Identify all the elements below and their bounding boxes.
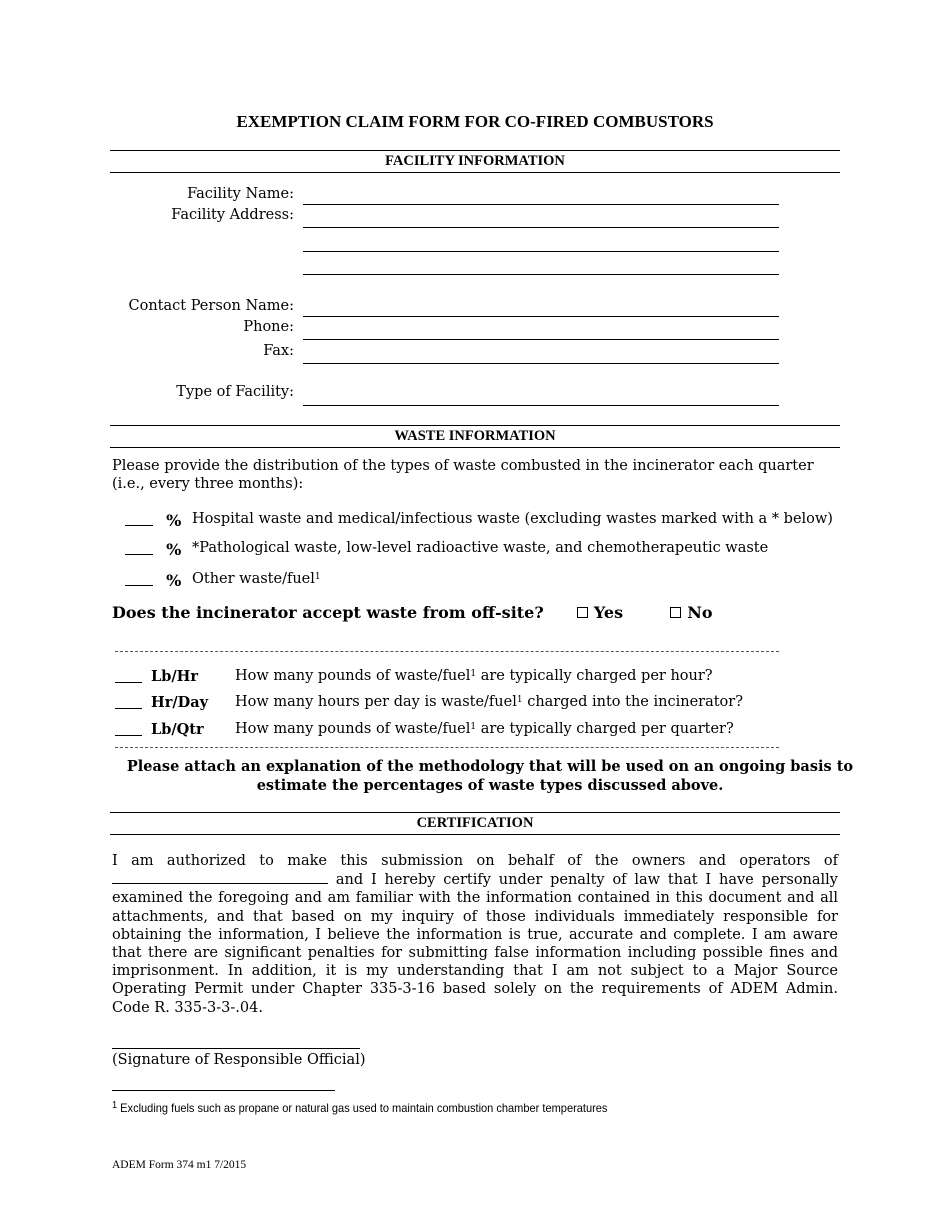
footnote-separator [112, 1090, 335, 1091]
attach-note-line-2: estimate the percentages of waste types discussed above. [256, 777, 724, 794]
footnote-ref: 1 [314, 572, 321, 582]
hr-day-question: How many hours per day is waste/fuel [235, 694, 517, 710]
lb-hr-question: How many pounds of waste/fuel [235, 668, 471, 684]
rate-row-lb-hr: Lb/Hr How many pounds of waste/fuel$^1$ are typically charged per hour? [115, 668, 142, 687]
form-title: EXEMPTION CLAIM FORM FOR CO-FIRED COMBUSTORS [236, 112, 714, 131]
lb-hr-unit: Lb/Hr [151, 668, 198, 685]
yes-checkbox[interactable] [577, 607, 588, 618]
signature-line[interactable] [112, 1048, 360, 1049]
waste-row-other [125, 571, 321, 590]
attach-note-line-1: Please attach an explanation of the methodology that will be used on an ongoing basis to [126, 758, 854, 775]
dashed-divider [115, 651, 779, 652]
hospital-waste-label: Hospital waste and medical/infectious waste (excluding wastes marked with a * below) [192, 511, 833, 527]
facility-address-label: Facility Address: [171, 207, 294, 223]
other-percent-field[interactable] [125, 585, 153, 586]
waste-section-heading: WASTE INFORMATION [110, 425, 840, 448]
phone-label: Phone: [243, 319, 294, 335]
contact-name-field[interactable] [303, 316, 779, 317]
footnote-ref: 1 [470, 722, 477, 732]
fax-label: Fax: [263, 343, 294, 359]
percent-sign: % [166, 540, 182, 559]
certification-text-start: I am authorized to make this submission on behalf of the owners and operators of [112, 853, 838, 869]
percent-sign: % [166, 571, 182, 590]
percent-sign: % [166, 511, 182, 530]
waste-row-hospital [125, 511, 833, 530]
hospital-percent-field[interactable] [125, 525, 153, 526]
facility-section-heading: FACILITY INFORMATION [110, 150, 840, 173]
facility-type-label: Type of Facility: [176, 384, 294, 400]
no-checkbox[interactable] [670, 607, 681, 618]
rate-row-lb-qtr: Lb/Qtr How many pounds of waste/fuel$^1$ are typically charged per quarter? [115, 721, 142, 740]
certification-section-heading: CERTIFICATION [110, 812, 840, 835]
no-label: No [687, 603, 713, 622]
certification-text-rest: and I hereby certify under penalty of law that I have personally examined the foregoing and am familiar with the information contained in this document and all attachments, and that based on my inquiry of those individuals immediately responsible for obtaining the information, I believe the information is true, accurate and complete. I am aware that there are significant penalties for submitting false information including possible fines and imprisonment. In addition, it is my understanding that I am not subject to a Major Source Operating Permit under Chapter 335-3-16 based solely on the requirements of ADEM Admin. Code R. 335-3-3-.04. [112, 872, 838, 1016]
footnote-ref: 1 [516, 695, 523, 705]
offsite-question: Does the incinerator accept waste from off-site? [112, 603, 544, 622]
fax-field[interactable] [303, 363, 779, 364]
lb-qtr-unit: Lb/Qtr [151, 721, 204, 738]
facility-address-line-2[interactable] [303, 251, 779, 252]
offsite-question-row [112, 603, 713, 622]
facility-type-field[interactable] [303, 405, 779, 406]
lb-hr-field[interactable] [115, 682, 142, 683]
phone-field[interactable] [303, 339, 779, 340]
hr-day-field[interactable] [115, 708, 142, 709]
footnote-number: 1 [112, 1100, 118, 1111]
lb-qtr-question: How many pounds of waste/fuel [235, 721, 471, 737]
facility-address-line-1[interactable] [303, 227, 779, 228]
hr-day-unit: Hr/Day [151, 694, 209, 711]
owner-operator-field[interactable] [112, 870, 328, 884]
pathological-waste-label: *Pathological waste, low-level radioactive waste, and chemotherapeutic waste [192, 540, 769, 556]
other-waste-label: Other waste/fuel [192, 571, 315, 587]
signature-label: (Signature of Responsible Official) [112, 1052, 366, 1068]
waste-intro-text: Please provide the distribution of the types of waste combusted in the incinerator each quarter (i.e., every three months): [112, 458, 814, 492]
dashed-divider [115, 747, 779, 748]
waste-row-pathological [125, 540, 769, 559]
contact-name-label: Contact Person Name: [128, 298, 294, 314]
form-footer: ADEM Form 374 m1 7/2015 [112, 1159, 247, 1171]
footnote-ref: 1 [470, 669, 477, 679]
footnote-text: Excluding fuels such as propane or natural gas used to maintain combustion chamber temperatures [117, 1101, 608, 1115]
certification-text [112, 852, 838, 1017]
lb-qtr-field[interactable] [115, 735, 142, 736]
facility-name-field[interactable] [303, 204, 779, 205]
facility-name-label: Facility Name: [187, 186, 294, 202]
pathological-percent-field[interactable] [125, 554, 153, 555]
yes-label: Yes [593, 603, 624, 622]
footnote [112, 1100, 607, 1115]
facility-address-line-3[interactable] [303, 274, 779, 275]
rate-row-hr-day: Hr/Day How many hours per day is waste/fuel$^1$ charged into the incinerator? [115, 694, 142, 713]
